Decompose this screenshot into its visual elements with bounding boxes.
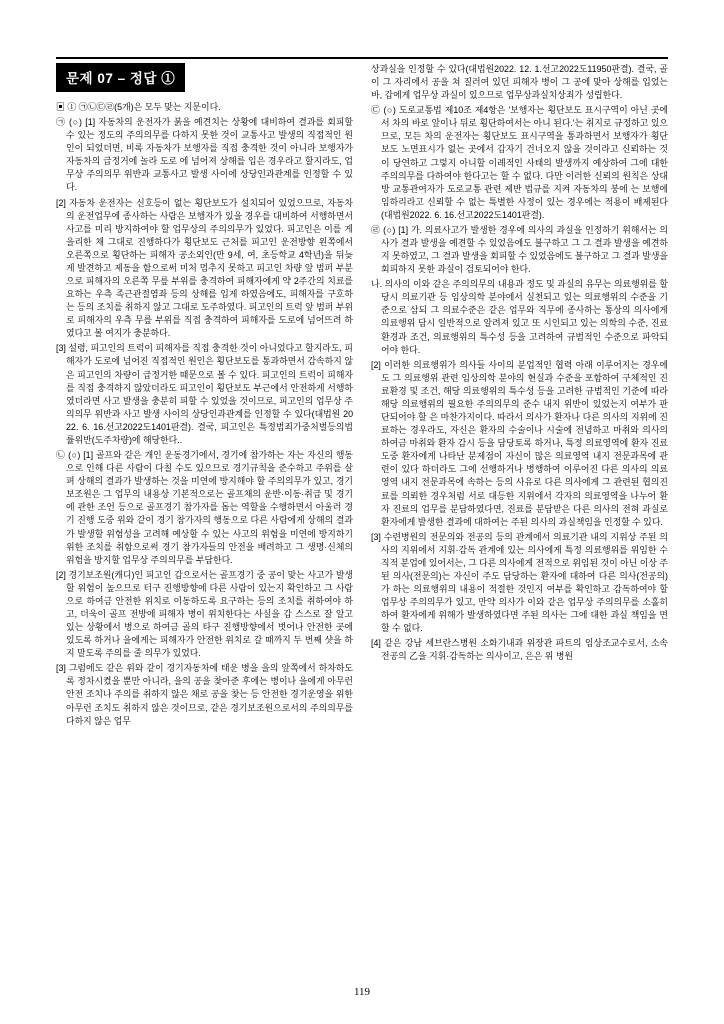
paragraph: [2] 경기보조원(캐디)인 피고인 갑으로서는 골프경기 중 공이 맞는 사고가 발생할 위험이 높으므로 터구 진행방향에 다른 사람이 있는지 확인하고 그 사람으로 하여금 안전한 위치로 이동하도록 요구하는 등의 조치를 취하여야 하고, 더욱이 골프 전방에 피해자 병이 위치한다는 사실을 갑 스스로 잘 알고 있는 상황에서 병으로 하여금 골의 타구 진행방향에서 벗어나 안전한 곳에 있도록 하거나 을에게는 피해자가 안전한 위치로 갈 때까지 두 번째 샷을 하지 말도록 주의를 줄 의무가 있었다. xyxy=(56,569,353,659)
two-column-body xyxy=(56,63,668,730)
paragraph: ㉢ (○) 도로교통법 제10조 제4항은 '보행자는 횡단보도 표시구역이 아닌 곳에서 차의 바로 앞이나 뒤로 횡단하여서는 아니 된다.'는 취지로 규정하고 있으므로, 모든 차의 운전자는 횡단보도 표시구역을 통과하면서 보행자가 횡단보도 노면표시가 없는 곳에서 갑자기 건너오지 않을 것이라고 신뢰하는 것이 당연하고 그렇지 아니할 이례적인 사태의 발생까지 예상하여 그에 대한 주의의무를 다하여야 한다고는 할 수 없다. 다만 이러한 신뢰의 원칙은 상대방 교통관여자가 도로교통 관련 제반 법규를 지켜 자동차의 붕에 는 보행에 임하리라고 신뢰할 수 없는 특별한 사정이 있는 경우에는 적용이 배제된다(대법원2022. 6. 16.선고2022도1401판결). xyxy=(371,105,668,220)
paragraph: ㉡ (○) [1] 골프와 같은 개인 운동경기에서, 경기에 참가하는 자는 자신의 행동으로 인해 다른 사람이 다칠 수도 있으므로 경기규칙을 준수하고 주위를 살펴 상해의 결과가 발생하는 것을 미연에 방지해야 할 주의의무가 있고, 경기보조원은 그 업무의 내용상 기본적으로는 골프채의 운반·이동·취급 및 경기에 관한 조언 등으로 골프경기 참가자를 돕는 역할을 수행하면서 아울러 경기 진행 도중 위와 같이 경기 참가자의 행동으로 다른 사람에게 상해의 결과가 발생할 위험성을 고려해 예상할 수 있는 사고의 위험을 미연에 방지하기 위한 조치를 취함으로써 경기 참가자들의 안전을 배려하고 그 생명·신체의 위험을 방지할 업무상 주의의무를 부담한다. xyxy=(56,450,353,565)
left-column xyxy=(56,63,353,730)
paragraph: ▣ ① ㉠㉡㉢㉣(5개)은 모두 맞는 지문이다. xyxy=(56,102,221,112)
paragraph: ㉣ (○) [1] 가. 의료사고가 발생한 경우에 의사의 과실을 인정하기 위해서는 의사가 결과 발생을 예견할 수 있었음에도 불구하고 그 그 결과 발생을 예견하지 못하였고, 그 결과 발생을 회피할 수 있었음에도 불구하고 그 결과 발생을 회피하지 못한 과실이 검토되어야 한다. xyxy=(371,224,668,275)
page-title: 문제 07 – 정답 ① xyxy=(56,63,185,92)
page-number: 119 xyxy=(353,986,371,998)
paragraph: ㉠ (○) [1] 자동차의 운전자가 붉을 예견치는 상황에 대비하여 결과를 회피할 수 있는 정도의 주의의무를 다하지 못한 것이 교통사고 발생의 직접적인 원인이 되었더면, 비록 자동차가 보행자를 직접 충격한 것이 아니라 보행자가 자동차의 급정거에 놀라 도로 에 넘어져 상해를 입은 경우라고 할지라도, 업무상 주의의무 위반과 교통사고 발생 사이에 상당인과관계를 인정할 수 있다. xyxy=(56,117,353,193)
paragraph: 상과실을 인정할 수 있다(대법원2022. 12. 1.선고2022도11950판결). 결국, 골이 그 자리에서 공을 쳐 질러여 있던 피해자 병이 그 공에 맞아 상해를 입었는바, 갑에게 업무상 과실이 있으므로 업무상과실치상죄가 성립한다. xyxy=(371,64,668,101)
paragraph: [4] 같은 강남 세브란스병원 소화기내과 위장관 파트의 임상조교수로서, 소속 전공의 乙을 지휘·감독하는 의사이고, 은은 위 병원 xyxy=(371,638,668,662)
top-divider xyxy=(56,57,668,59)
paragraph: [2] 자동차 운전자는 신호등이 없는 횡단보도가 설치되어 있었으므로, 자동차의 운전업무에 종사하는 사람은 보행자가 있을 경우를 대비하여 서행하면서 사고를 미리 방지하여야 할 업무상의 주의의무가 있었다. 피고인은 이를 게을리한 채 그대로 진행하다가 횡단보도 근처를 피고인 운전방향 왼쪽에서 오른쪽으로 횡단하는 피해자 공소외인(만 9세, 여, 초등학교 4학년)을 뒤늦게 발견하고 제동을 함으로써 미처 멈추지 못하고 피고인 차량 앞 범퍼 부분으로 피해자의 오른쪽 무릎 부위를 충격하여 피해자에게 약 2주간의 치료를 요하는 우측 족근관절염좌 등의 상해를 입게 하였음에도, 피해자를 구호하는 등의 조치를 취하지 않고 그대로 도주하였다. 피고인의 트럭 앞 범퍼 부위로 피해자의 우측 무릎 부위를 직접 충격하여 피해자를 도로에 넘어뜨려 하였다고 볼 여지가 충분하다. xyxy=(56,197,353,339)
right-column xyxy=(371,63,668,730)
paragraph: [3] 설령, 피고인의 트럭이 피해자를 직접 충격한 것이 아니었다고 할지라도, 피해자가 도로에 넘어진 직접적인 원인은 횡단보도를 통과하면서 감속하지 않은 피고인의 차량이 급정거한 때문으로 볼 수 있다. 피고인의 트럭이 피해자를 직접 충격하지 않았더라도 피고인이 횡단보도 부근에서 안전하게 서행하였더라면 사고 발생을 충분히 피할 수 있었을 것이므로, 피고인의 업무상 주의의무 위반과 사고 발생 사이의 상당인과관계를 인정할 수 있다(대법원 2022. 6. 16.선고2022도1401판결). 결국, 피고인은 특정범죄가중처벌등의법률위반(도주차량)에 해당한다.. xyxy=(56,343,353,445)
paragraph: [3] 수련병원의 전문의와 전공의 등의 관계에서 의료기관 내의 지위상 주된 의사의 지위에서 지휘·감독 관계에 있는 의사에게 특정 의료행위를 위임한 수직적 분업에 있어서는, 그 다른 의사에게 전적으로 위임된 것이 아닌 이상 주된 의사(전문의)는 자신이 주도 담당하는 환자에 대하여 다른 의사(전공의)가 하는 의료행위의 내용이 적절한 것인지 여부를 확인하고 감독하여야 할 업무상 주의의무가 있고, 만약 의사가 이와 같은 업무상 주의의무를 소홀히 하여 환자에게 위해가 발생하였다면 주된 의사는 그에 대한 과실 책임을 면할 수 없다. xyxy=(371,531,668,634)
paragraph: [3] 그럼에도 같은 위와 같이 경기자동차에 태운 병을 을의 앞쪽에서 하차하도록 정차시켰을 뿐만 아니라, 을의 공을 찾아준 후에는 병이나 을에게 아무런 안전 조치나 주의를 취하지 않은 채로 공을 찾는 등 안전한 경기운영을 위한 아무런 조치도 취하지 않은 것이므로, 같은 경기보조원으로서의 주의의무를 다하지 않은 업무 xyxy=(56,663,353,726)
paragraph: 나. 의사의 이와 같은 주의의무의 내용과 정도 및 과실의 유무는 의료행위를 할 당시 의료기관 등 임상의학 분야에서 실천되고 있는 의료행위의 수준을 기준으로 삼되 그 의료수준은 같은 업무와 직무에 종사하는 통상의 의사에게 의료행위 담시 일반적으로 알려져 있고 또 시인되고 있는 의학의 수준, 진료환경과 조건, 의료행위의 특수성 등을 고려하여 규범적인 수준으로 파악되어야 한다. xyxy=(371,279,668,355)
paragraph: [2] 이러한 의료행위가 의사들 사이의 분업적인 협력 아래 이루어지는 경우에도 그 의료행위 관련 임상의학 분야의 현실과 수준을 포함하여 구체적인 진료환경 및 조건, 해당 의료행위의 특수성 등을 고려한 규범적인 기준에 따라 해당 의료행위의 필요한 주의의무의 준수 내지 위반이 있었는지 여부가 판단되어야 할 은 마찬가지이다. 따라서 의사가 환자나 다른 의사의 지위에 진료하는 경우라도, 자신은 환자의 수술이나 시술에 전념하고 마취와 의사의 하여금 마취와 환자 감시 등을 담당토록 하거나, 특정 의료영역에 환자 진료 도중 환자에게 나타난 분제점이 자신이 많은 의료영역 내지 전문과목에 관련이 있다 하더라도 그에 선행하거나 병행하여 이루어진 다른 의사의 의료영역 내지 전문과목에 속하는 등의 사유로 다른 의사에게 그 관련된 협의진료를 의뢰한 경우처럼 서로 대등한 지위에서 각자의 의료영역을 나누어 환자 진료의 업무를 분담하였다면, 진료를 분담받은 다른 의사의 전혀 과실로 환자에게 발생한 결과에 대하여는 주된 의사의 과실책임을 인정할 수 있다. xyxy=(371,359,668,527)
